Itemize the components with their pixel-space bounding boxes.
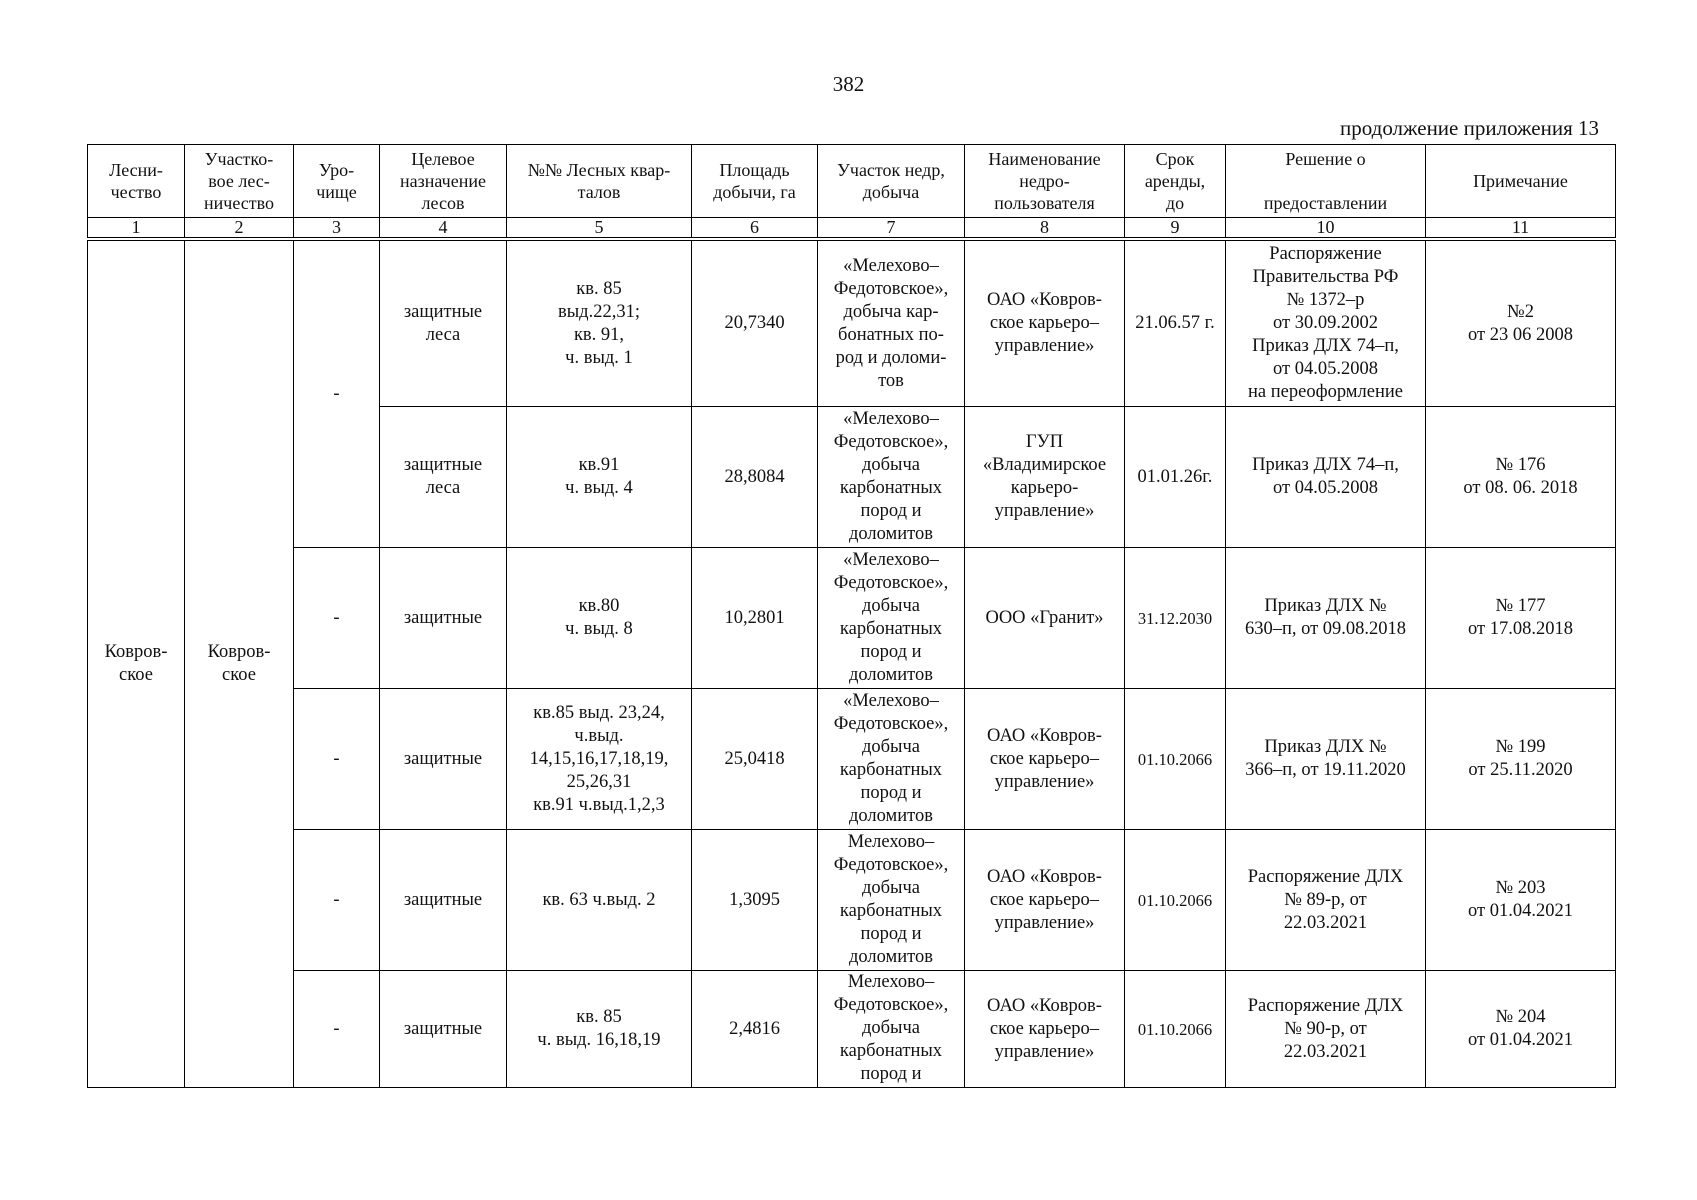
uchastok-cell: «Мелехово– Федотовское», добыча карбонатных пород и доломитов <box>818 548 965 689</box>
header-cell: Примечание <box>1426 145 1616 218</box>
srok-cell: 21.06.57 г. <box>1125 239 1226 407</box>
column-number: 10 <box>1226 218 1426 240</box>
ploshchad-cell: 10,2801 <box>692 548 818 689</box>
srok-cell: 01.01.26г. <box>1125 407 1226 548</box>
column-number: 5 <box>507 218 692 240</box>
column-number-row <box>88 218 1616 240</box>
table-row <box>88 548 1616 689</box>
lesnichestvo-cell: Ковров- ское <box>88 239 185 1088</box>
primechanie-cell: № 176 от 08. 06. 2018 <box>1426 407 1616 548</box>
nedropolzovatel-cell: ОАО «Ковров- ское карьеро– управление» <box>965 971 1125 1088</box>
ploshchad-cell: 2,4816 <box>692 971 818 1088</box>
nedropolzovatel-cell: ОАО «Ковров- ское карьеро– управление» <box>965 830 1125 971</box>
header-cell: Площадь добычи, га <box>692 145 818 218</box>
nedropolzovatel-cell: ОАО «Ковров- ское карьеро– управление» <box>965 689 1125 830</box>
srok-cell: 01.10.2066 <box>1125 830 1226 971</box>
header-cell: Участко- вое лес- ничество <box>185 145 294 218</box>
ploshchad-cell: 20,7340 <box>692 239 818 407</box>
header-cell: Срок аренды, до <box>1125 145 1226 218</box>
primechanie-cell: № 203 от 01.04.2021 <box>1426 830 1616 971</box>
kvartaly-cell: кв. 85 ч. выд. 16,18,19 <box>507 971 692 1088</box>
column-number: 2 <box>185 218 294 240</box>
uchastok-cell: «Мелехово– Федотовское», добыча кар- бонатных по- род и доломи- тов <box>818 239 965 407</box>
column-number: 11 <box>1426 218 1616 240</box>
header-cell: Наименование недро- пользователя <box>965 145 1125 218</box>
ploshchad-cell: 25,0418 <box>692 689 818 830</box>
uchastkovoe-cell: Ковров- ское <box>185 239 294 1088</box>
header-row <box>88 145 1616 218</box>
kvartaly-cell: кв.80 ч. выд. 8 <box>507 548 692 689</box>
naznachenie-cell: защитные <box>380 971 507 1088</box>
srok-cell: 31.12.2030 <box>1125 548 1226 689</box>
table-row <box>88 971 1616 1088</box>
kvartaly-cell: кв. 85 выд.22,31; кв. 91, ч. выд. 1 <box>507 239 692 407</box>
header-cell: Участок недр, добыча <box>818 145 965 218</box>
reshenie-cell: Распоряжение Правительства РФ № 1372–р от 30.09.2002 Приказ ДЛХ 74–п, от 04.05.2008 на переоформление <box>1226 239 1426 407</box>
header-cell: №№ Лесных квар- талов <box>507 145 692 218</box>
nedropolzovatel-cell: ГУП «Владимирское карьеро- управление» <box>965 407 1125 548</box>
reshenie-cell: Приказ ДЛХ № 366–п, от 19.11.2020 <box>1226 689 1426 830</box>
kvartaly-cell: кв.85 выд. 23,24, ч.выд. 14,15,16,17,18,19, 25,26,31 кв.91 ч.выд.1,2,3 <box>507 689 692 830</box>
urochishche-cell: - <box>294 548 380 689</box>
nedropolzovatel-cell: ООО «Гранит» <box>965 548 1125 689</box>
appendix-caption: продолжение приложения 13 <box>1340 116 1599 140</box>
reshenie-cell: Распоряжение ДЛХ № 90-р, от 22.03.2021 <box>1226 971 1426 1088</box>
urochishche-cell: - <box>294 239 380 548</box>
srok-cell: 01.10.2066 <box>1125 971 1226 1088</box>
ploshchad-cell: 1,3095 <box>692 830 818 971</box>
naznachenie-cell: защитные <box>380 689 507 830</box>
primechanie-cell: № 177 от 17.08.2018 <box>1426 548 1616 689</box>
column-number: 4 <box>380 218 507 240</box>
primechanie-cell: № 204 от 01.04.2021 <box>1426 971 1616 1088</box>
page-number: 382 <box>832 72 865 96</box>
header-cell: Уро- чище <box>294 145 380 218</box>
column-number: 9 <box>1125 218 1226 240</box>
urochishche-cell: - <box>294 689 380 830</box>
column-number: 6 <box>692 218 818 240</box>
ploshchad-cell: 28,8084 <box>692 407 818 548</box>
header-cell: Целевое назначение лесов <box>380 145 507 218</box>
uchastok-cell: Мелехово– Федотовское», добыча карбонатных пород и <box>818 971 965 1088</box>
header-cell: Решение о предоставлении <box>1226 145 1426 218</box>
column-number: 1 <box>88 218 185 240</box>
header-cell: Лесни- чество <box>88 145 185 218</box>
uchastok-cell: Мелехово– Федотовское», добыча карбонатных пород и доломитов <box>818 830 965 971</box>
naznachenie-cell: защитные <box>380 830 507 971</box>
uchastok-cell: «Мелехово– Федотовское», добыча карбонатных пород и доломитов <box>818 689 965 830</box>
srok-cell: 01.10.2066 <box>1125 689 1226 830</box>
reshenie-cell: Приказ ДЛХ № 630–п, от 09.08.2018 <box>1226 548 1426 689</box>
kvartaly-cell: кв.91 ч. выд. 4 <box>507 407 692 548</box>
naznachenie-cell: защитные <box>380 548 507 689</box>
uchastok-cell: «Мелехово– Федотовское», добыча карбонатных пород и доломитов <box>818 407 965 548</box>
kvartaly-cell: кв. 63 ч.выд. 2 <box>507 830 692 971</box>
urochishche-cell: - <box>294 971 380 1088</box>
column-number: 3 <box>294 218 380 240</box>
urochishche-cell: - <box>294 830 380 971</box>
reshenie-cell: Распоряжение ДЛХ № 89-р, от 22.03.2021 <box>1226 830 1426 971</box>
primechanie-cell: №2 от 23 06 2008 <box>1426 239 1616 407</box>
primechanie-cell: № 199 от 25.11.2020 <box>1426 689 1616 830</box>
table-row <box>88 239 1616 407</box>
table-row <box>88 830 1616 971</box>
column-number: 8 <box>965 218 1125 240</box>
column-number: 7 <box>818 218 965 240</box>
naznachenie-cell: защитные леса <box>380 239 507 407</box>
nedropolzovatel-cell: ОАО «Ковров- ское карьеро– управление» <box>965 239 1125 407</box>
license-table <box>87 144 1616 1088</box>
table-row <box>88 689 1616 830</box>
naznachenie-cell: защитные леса <box>380 407 507 548</box>
reshenie-cell: Приказ ДЛХ 74–п, от 04.05.2008 <box>1226 407 1426 548</box>
